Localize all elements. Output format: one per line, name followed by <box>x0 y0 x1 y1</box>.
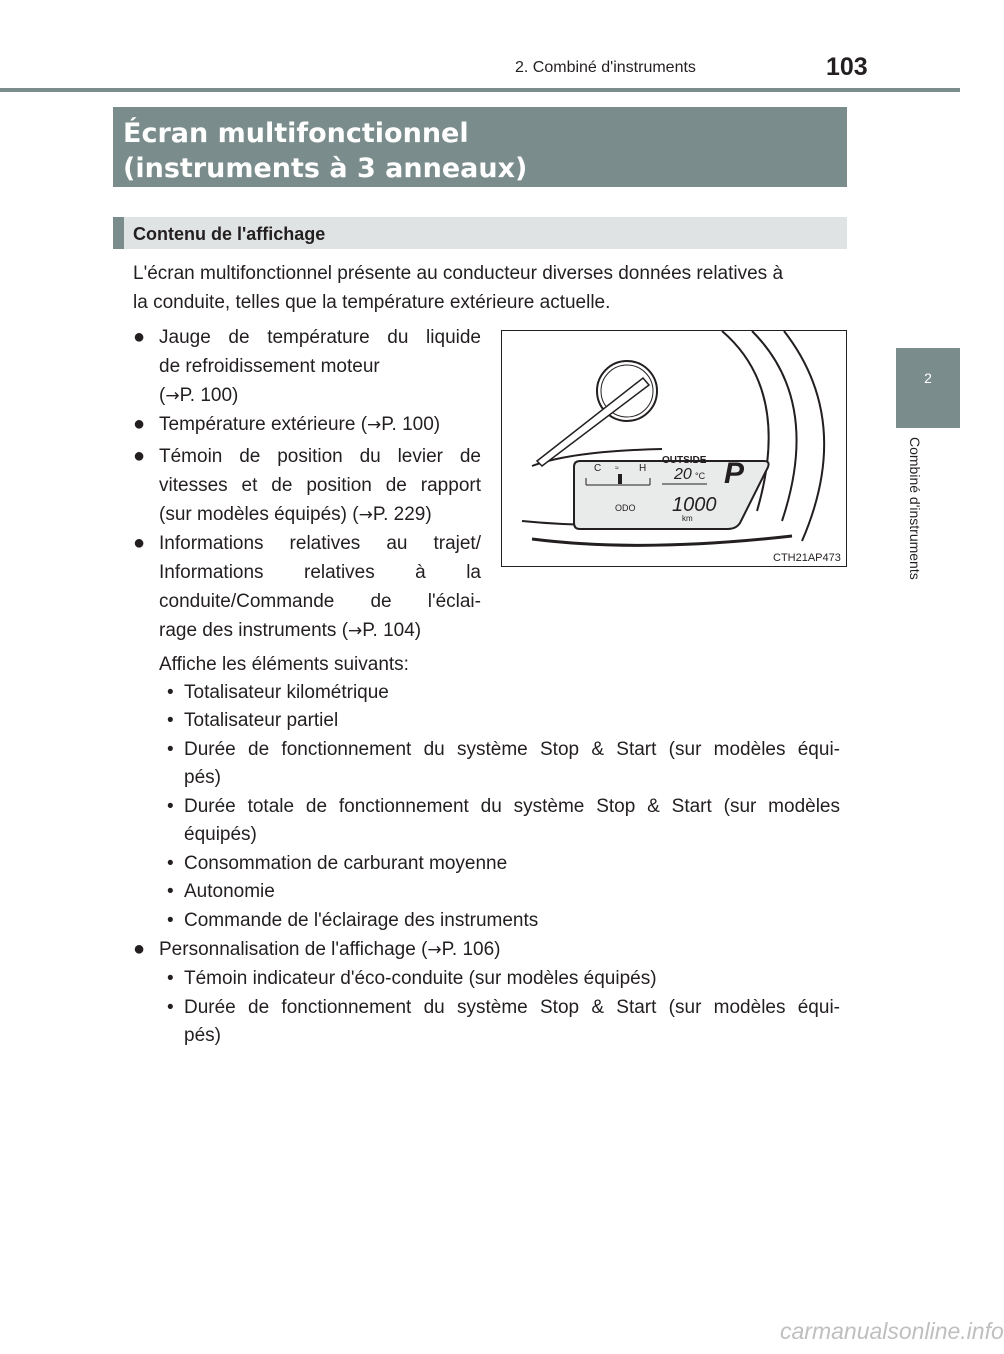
header-rule <box>0 88 960 92</box>
bullet-2-line-1: Température extérieure (→P. 100) <box>159 414 441 435</box>
bullet-dot: ● <box>133 445 146 467</box>
bullet-1-line-3: (→P. 100) <box>159 385 239 406</box>
arrow-icon: → <box>358 505 373 525</box>
custom-item-continuation: pés) <box>184 1025 221 1046</box>
odo-label: ODO <box>615 503 636 513</box>
bullet-1-line-1: Jauge de température du liquide <box>159 327 481 348</box>
watermark: carmanualsonline.info <box>780 1318 1004 1344</box>
arrow-icon: → <box>367 415 382 435</box>
bullet-4-line-1: Informations relatives au trajet/ <box>159 533 481 554</box>
info-item-continuation: équipés) <box>184 824 257 845</box>
bullet-4-line-4: rage des instruments (→P. 104) <box>159 620 422 641</box>
figure-code: CTH21AP473 <box>773 552 841 564</box>
chapter-tab <box>896 348 960 428</box>
sub-bullet-dot: • <box>167 710 174 731</box>
bullet-dot: ● <box>133 532 146 554</box>
sub-bullet-dot: • <box>167 739 174 760</box>
custom-item: Témoin indicateur d'éco-conduite (sur modèles équipés) <box>184 968 657 989</box>
bullet-5-line-1: Personnalisation de l'affichage (→P. 106) <box>159 939 501 960</box>
info-item: Consommation de carburant moyenne <box>184 853 508 874</box>
bullet-3-line-1: Témoin de position du levier de <box>159 446 481 467</box>
bullet-1-line-2: de refroidissement moteur <box>159 356 380 377</box>
subsection-marker <box>113 217 124 249</box>
bullet-4-line-2: Informations relatives à la <box>159 562 481 583</box>
page-title-line-2: (instruments à 3 anneaux) <box>123 153 528 184</box>
outside-temp-value: 20 <box>674 466 692 483</box>
custom-item: Durée de fonctionnement du système Stop & Start (sur modèles équi- <box>184 997 840 1018</box>
page-title-line-1: Écran multifonctionnel <box>123 118 469 149</box>
subsection-title: Contenu de l'affichage <box>133 224 326 244</box>
coolant-icon: ≈ <box>615 465 619 472</box>
bullet-3-line-2: vitesses et de position de rapport <box>159 475 481 496</box>
bullet-4-line-3: conduite/Commande de l'éclai- <box>159 591 481 612</box>
page-title <box>113 107 847 187</box>
info-intro: Affiche les éléments suivants: <box>159 654 409 675</box>
info-item: Totalisateur partiel <box>184 710 339 731</box>
bullet-dot: ● <box>133 938 146 960</box>
bullet-3-line-3: (sur modèles équipés) (→P. 229) <box>159 504 432 525</box>
intro-line-2: la conduite, telles que la température extérieure actuelle. <box>133 292 611 313</box>
sub-bullet-dot: • <box>167 997 174 1018</box>
temp-cold-label: C <box>594 463 602 474</box>
temp-hot-label: H <box>639 463 647 474</box>
info-item-continuation: pés) <box>184 767 221 788</box>
info-item: Durée totale de fonctionnement du système Stop & Start (sur modèles <box>184 796 840 817</box>
instrument-cluster-illustration <box>502 331 848 568</box>
info-item: Commande de l'éclairage des instruments <box>184 910 539 931</box>
bullet-dot: ● <box>133 413 146 435</box>
sub-bullet-dot: • <box>167 796 174 817</box>
chapter-tab-number: 2 <box>924 370 932 386</box>
bullet-dot: ● <box>133 326 146 348</box>
info-item: Durée de fonctionnement du système Stop & Start (sur modèles équi- <box>184 739 840 760</box>
arrow-icon: → <box>427 940 442 960</box>
sub-bullet-dot: • <box>167 682 174 703</box>
intro-line-1: L'écran multifonctionnel présente au conducteur diverses données relatives à <box>133 263 784 284</box>
sub-bullet-dot: • <box>167 881 174 902</box>
sub-bullet-dot: • <box>167 853 174 874</box>
chapter-side-label: Combiné d'instruments <box>907 437 923 580</box>
temp-unit: °C <box>695 471 706 481</box>
sub-bullet-dot: • <box>167 968 174 989</box>
page-number: 103 <box>826 53 868 81</box>
sub-bullet-dot: • <box>167 910 174 931</box>
info-item: Totalisateur kilométrique <box>184 682 389 703</box>
arrow-icon: → <box>348 621 363 641</box>
odometer-unit: km <box>682 514 693 523</box>
running-section-title: 2. Combiné d'instruments <box>515 59 696 76</box>
outside-label: OUTSIDE <box>662 455 707 466</box>
gear-indicator: P <box>724 457 745 490</box>
info-item: Autonomie <box>184 881 275 902</box>
odometer-value: 1000 <box>672 494 717 516</box>
arrow-icon: → <box>165 386 180 406</box>
instrument-cluster-figure <box>501 330 847 567</box>
